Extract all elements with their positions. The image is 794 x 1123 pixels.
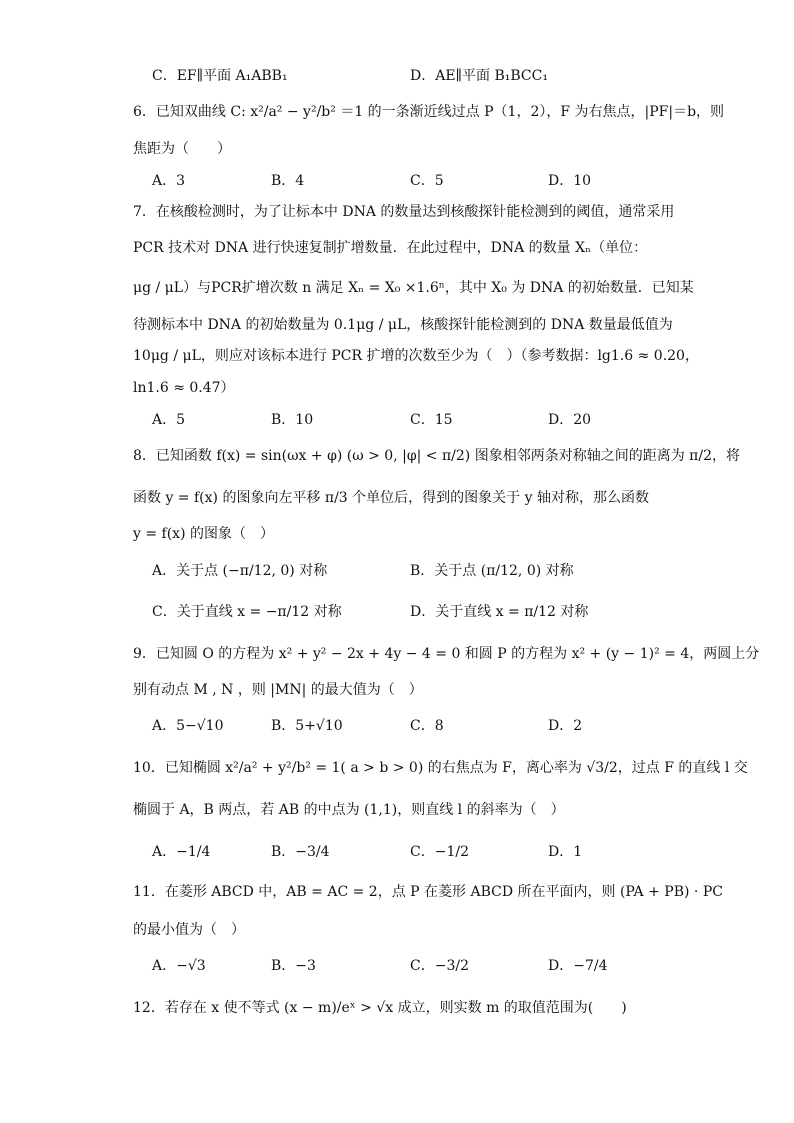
q9-option-c: C．8 bbox=[410, 718, 444, 734]
q7-line-5: 10μg / μL，则应对该标本进行 PCR 扩增的次数至少为（ ）（参考数据：lg1.6 ≈ 0.20， bbox=[133, 348, 699, 364]
q9-option-d: D．2 bbox=[548, 718, 583, 734]
option-c: C．EF∥平面 A₁ABB₁ bbox=[152, 68, 288, 84]
q8-line-1: 8．已知函数 f(x) = sin(ωx + φ) (ω > 0, |φ| < π/2) 图象相邻两条对称轴之间的距离为 π/2，将 bbox=[133, 448, 740, 464]
q11-option-a: A．−√3 bbox=[152, 958, 206, 974]
q9-option-a: A．5−√10 bbox=[152, 718, 224, 734]
q10-option-d: D．1 bbox=[548, 844, 583, 860]
q7-line-6: ln1.6 ≈ 0.47） bbox=[133, 380, 235, 396]
q7-option-b: B．10 bbox=[271, 412, 314, 428]
q11-option-c: C．−3/2 bbox=[410, 958, 469, 974]
q7-option-c: C．15 bbox=[410, 412, 453, 428]
q9-option-b: B．5+√10 bbox=[271, 718, 343, 734]
q10-line-1: 10．已知椭圆 x²/a² + y²/b² = 1( a > b > 0) 的右焦点为 F，离心率为 √3/2，过点 F 的直线 l 交 bbox=[133, 760, 748, 776]
q7-option-a: A．5 bbox=[152, 412, 186, 428]
q10-option-b: B．−3/4 bbox=[271, 844, 330, 860]
q8-option-d: D．关于直线 x = π/12 对称 bbox=[410, 604, 589, 620]
q7-line-2: PCR 技术对 DNA 进行快速复制扩增数量．在此过程中，DNA 的数量 Xₙ（单位： bbox=[133, 240, 648, 256]
q11-option-d: D．−7/4 bbox=[548, 958, 608, 974]
q8-option-b: B．关于点 (π/12, 0) 对称 bbox=[410, 563, 574, 579]
q8-option-c: C．关于直线 x = −π/12 对称 bbox=[152, 604, 342, 620]
q6-option-b: B．4 bbox=[271, 173, 305, 189]
q10-line-2: 椭圆于 A，B 两点，若 AB 的中点为 (1,1)，则直线 l 的斜率为（ ） bbox=[133, 802, 565, 818]
q11-line-2: 的最小值为（ ） bbox=[133, 922, 245, 938]
q6-line-2: 焦距为（ ） bbox=[133, 141, 231, 157]
q8-line-3: y = f(x) 的图象（ ） bbox=[133, 526, 274, 542]
q8-line-2: 函数 y = f(x) 的图象向左平移 π/3 个单位后，得到的图象关于 y 轴对称，那么函数 bbox=[133, 490, 649, 506]
q6-option-d: D．10 bbox=[548, 173, 592, 189]
q10-option-c: C．−1/2 bbox=[410, 844, 469, 860]
q9-line-2: 别有动点 M , N ，则 |MN| 的最大值为（ ） bbox=[133, 682, 423, 698]
q7-option-d: D．20 bbox=[548, 412, 592, 428]
option-d: D．AE∥平面 B₁BCC₁ bbox=[410, 68, 548, 84]
q9-line-1: 9．已知圆 O 的方程为 x² + y² − 2x + 4y − 4 = 0 和圆 P 的方程为 x² + (y − 1)² = 4，两圆上分 bbox=[133, 646, 760, 662]
q10-option-a: A．−1/4 bbox=[152, 844, 211, 860]
q6-option-a: A．3 bbox=[152, 173, 186, 189]
q11-option-b: B．−3 bbox=[271, 958, 316, 974]
q6-line-1: 6．已知双曲线 C: x²/a² − y²/b² ＝1 的一条渐近线过点 P（1，2），F 为右焦点，|PF|＝b，则 bbox=[133, 104, 725, 120]
q7-line-1: 7．在核酸检测时，为了让标本中 DNA 的数量达到核酸探针能检测到的阈值，通常采用 bbox=[133, 204, 675, 220]
q12-line-1: 12．若存在 x 使不等式 (x − m)/eˣ > √x 成立，则实数 m 的取值范围为( ) bbox=[133, 1000, 627, 1016]
q8-option-a: A．关于点 (−π/12, 0) 对称 bbox=[152, 563, 328, 579]
q7-line-3: μg / μL）与PCR扩增次数 n 满足 Xₙ = X₀ ×1.6ⁿ，其中 X₀ 为 DNA 的初始数量．已知某 bbox=[133, 280, 694, 296]
q11-line-1: 11．在菱形 ABCD 中，AB = AC = 2，点 P 在菱形 ABCD 所在平面内，则 (PA + PB) · PC bbox=[133, 884, 723, 900]
q6-option-c: C．5 bbox=[410, 173, 444, 189]
q7-line-4: 待测标本中 DNA 的初始数量为 0.1μg / μL，核酸探针能检测到的 DNA 数量最低值为 bbox=[133, 317, 673, 333]
